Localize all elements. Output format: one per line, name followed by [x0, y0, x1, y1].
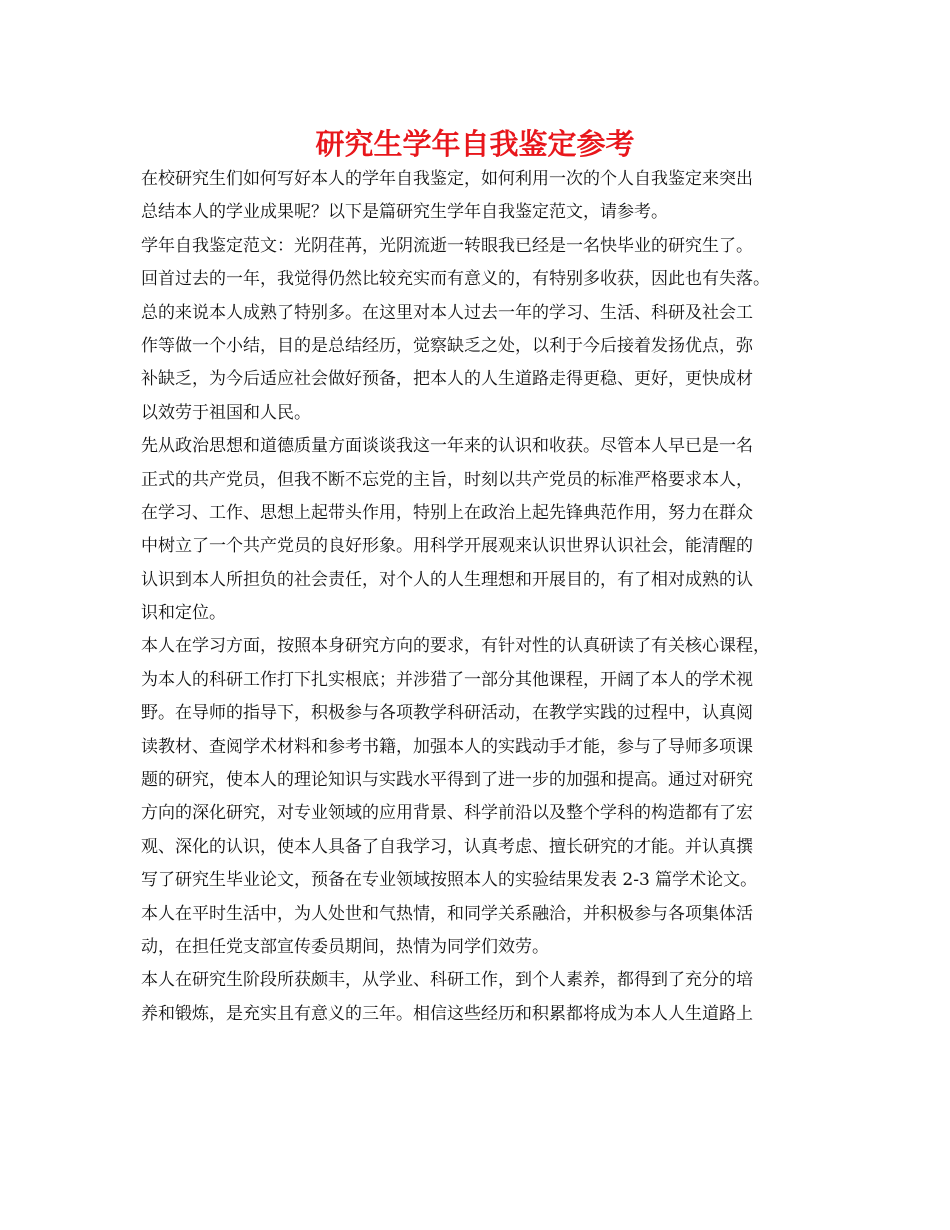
- body-text-line: 正式的共产党员，但我不断不忘党的主旨，时刻以共产党员的标准严格要求本人，: [141, 469, 753, 490]
- body-text-line: 先从政治思想和道德质量方面谈谈我这一年来的认识和收获。尽管本人早已是一名: [141, 436, 753, 457]
- body-text-line: 本人在学习方面，按照本身研究方向的要求，有针对性的认真研读了有关核心课程，: [141, 636, 770, 657]
- body-text-line: 认识到本人所担负的社会责任，对个人的人生理想和开展目的，有了相对成熟的认: [141, 569, 753, 590]
- body-text-line: 野。在导师的指导下，积极参与各项教学科研活动，在教学实践的过程中，认真阅: [141, 703, 753, 724]
- body-text-line: 总结本人的学业成果呢？以下是篇研究生学年自我鉴定范文，请参考。: [141, 202, 668, 223]
- body-text-line: 补缺乏，为今后适应社会做好预备，把本人的人生道路走得更稳、更好，更快成材: [141, 369, 753, 390]
- body-text-line: 写了研究生毕业论文，预备在专业领域按照本人的实验结果发表 2-3 篇学术论文。: [141, 870, 758, 891]
- body-text-line: 回首过去的一年，我觉得仍然比较充实而有意义的，有特别多收获，因此也有失落。: [141, 269, 770, 290]
- body-text-line: 在学习、工作、思想上起带头作用，特别上在政治上起先锋典范作用，努力在群众: [141, 502, 753, 523]
- body-text-line: 本人在研究生阶段所获颇丰，从学业、科研工作，到个人素养，都得到了充分的培: [141, 970, 753, 991]
- body-text-line: 读教材、查阅学术材料和参考书籍，加强本人的实践动手才能，参与了导师多项课: [141, 736, 753, 757]
- body-text-line: 识和定位。: [141, 603, 226, 624]
- body-text-line: 动，在担任党支部宣传委员期间，热情为同学们效劳。: [141, 936, 549, 957]
- body-text-line: 在校研究生们如何写好本人的学年自我鉴定，如何利用一次的个人自我鉴定来突出: [141, 169, 753, 189]
- body-text-line: 学年自我鉴定范文：光阴荏苒，光阴流逝一转眼我已经是一名快毕业的研究生了。: [141, 235, 753, 256]
- body-text-line: 养和锻炼，是充实且有意义的三年。相信这些经历和积累都将成为本人人生道路上: [141, 1003, 753, 1024]
- body-text-line: 中树立了一个共产党员的良好形象。用科学开展观来认识世界认识社会，能清醒的: [141, 536, 753, 557]
- body-text-line: 总的来说本人成熟了特别多。在这里对本人过去一年的学习、生活、科研及社会工: [141, 302, 753, 323]
- body-text-line: 以效劳于祖国和人民。: [141, 402, 311, 423]
- document-body: [141, 163, 831, 1031]
- body-text-line: 题的研究，使本人的理论知识与实践水平得到了进一步的加强和提高。通过对研究: [141, 770, 753, 791]
- body-text-line: 为本人的科研工作打下扎实根底；并涉猎了一部分其他课程，开阔了本人的学术视: [141, 669, 753, 690]
- body-text-line: 本人在平时生活中，为人处世和气热情，和同学关系融洽，并积极参与各项集体活: [141, 903, 753, 924]
- document-title: 研究生学年自我鉴定参考: [315, 127, 635, 161]
- body-text-line: 作等做一个小结，目的是总结经历，觉察缺乏之处，以利于今后接着发扬优点，弥: [141, 335, 753, 356]
- body-text-line: 观、深化的认识，使本人具备了自我学习，认真考虑、擅长研究的才能。并认真撰: [141, 836, 753, 857]
- body-text-line: 方向的深化研究，对专业领域的应用背景、科学前沿以及整个学科的构造都有了宏: [141, 803, 753, 824]
